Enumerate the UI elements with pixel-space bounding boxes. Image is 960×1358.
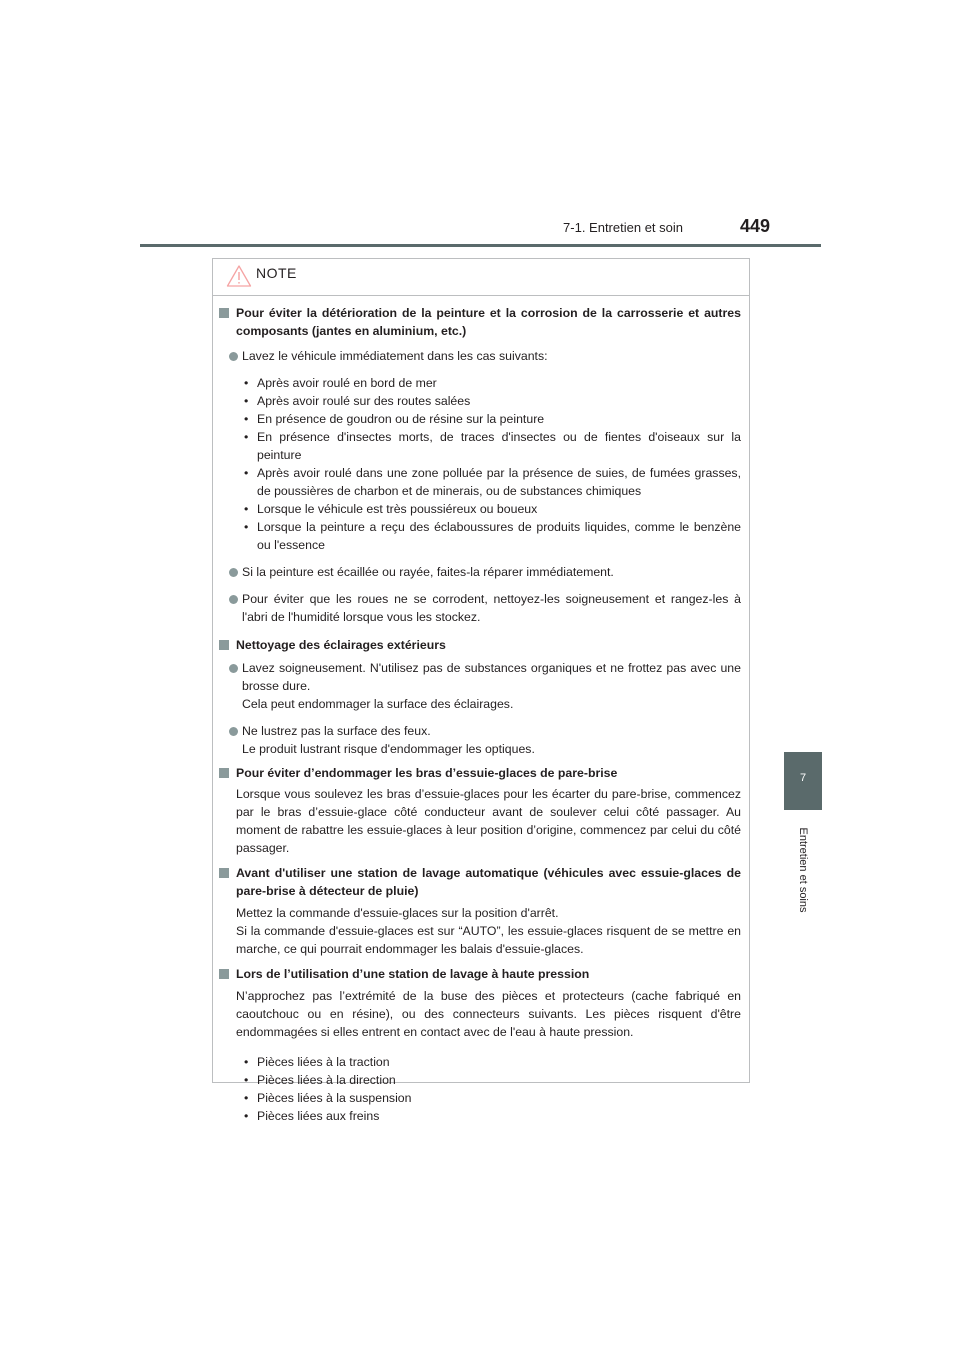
bullet-list: [242, 1053, 741, 1125]
list-item: Ne lustrez pas la surface des feux. Le produit lustrant risque d'endommager les optiques.: [219, 722, 741, 758]
header-rule: [140, 244, 821, 247]
bullet-item: • Pièces liées à la traction: [242, 1053, 741, 1071]
bullet-item: • Pièces liées à la suspension: [242, 1089, 741, 1107]
list-item: Pour éviter que les roues ne se corrodent, nettoyez-les soigneusement et rangez-les à l'abri de l'humidité lorsque vous les stockez.: [219, 590, 741, 626]
warning-triangle-icon: [226, 264, 252, 293]
section-heading: Pour éviter la détérioration de la peinture et la corrosion de la carrosserie et autres composants (jantes en aluminium, etc.): [219, 304, 741, 340]
bullet-item: • Pièces liées aux freins: [242, 1107, 741, 1125]
square-bullet-icon: [219, 868, 229, 878]
square-bullet-icon: [219, 969, 229, 979]
section-title: 7-1. Entretien et soin: [563, 220, 683, 235]
bullet-item: • Après avoir roulé dans une zone polluée par la présence de suies, de fumées grasses, de poussières de charbon et de minerais, ou de substances chimiques: [242, 464, 741, 500]
circle-bullet-icon: [229, 664, 238, 673]
section-heading: Nettoyage des éclairages extérieurs: [219, 636, 741, 654]
bullet-list: [242, 374, 741, 554]
bullet-item: • En présence d'insectes morts, de traces d'insectes ou de fientes d'oiseaux sur la peinture: [242, 428, 741, 464]
paragraph: N’approchez pas l’extrémité de la buse des pièces et protecteurs (cache fabriqué en caoutchouc ou en résine), ou des connecteurs suivants. Les pièces risquent d'être endommagées si elles entrent en contact avec de l'eau à haute pression.: [236, 989, 741, 1039]
list-item: Si la peinture est écaillée ou rayée, faites-la réparer immédiatement.: [219, 563, 741, 581]
paragraph: Mettez la commande d'essuie-glaces sur la position d'arrêt. Si la commande d'essuie-glaces est sur “AUTO”, les essuie-glaces risquent de se mettre en marche, ce qui pourrait endommager les balais d'essuie-glaces.: [236, 906, 741, 956]
square-bullet-icon: [219, 768, 229, 778]
section-heading: Pour éviter d’endommager les bras d’essuie-glaces de pare-brise: [219, 764, 741, 782]
list-item: Lavez le véhicule immédiatement dans les cas suivants:: [219, 347, 741, 365]
note-title: NOTE: [256, 265, 297, 281]
circle-bullet-icon: [229, 568, 238, 577]
section-heading: Avant d'utiliser une station de lavage automatique (véhicules avec essuie-glaces de pare-brise à détecteur de pluie): [219, 864, 741, 900]
bullet-item: • En présence de goudron ou de résine sur la peinture: [242, 410, 741, 428]
circle-bullet-icon: [229, 727, 238, 736]
section-heading: Lors de l’utilisation d’une station de lavage à haute pression: [219, 965, 741, 983]
bullet-item: • Lorsque la peinture a reçu des éclaboussures de produits liquides, comme le benzène ou l'essence: [242, 518, 741, 554]
chapter-tab[interactable]: [784, 752, 822, 810]
circle-bullet-icon: [229, 352, 238, 361]
note-header: [213, 259, 749, 296]
chapter-number: 7: [799, 772, 807, 784]
bullet-item: • Lorsque le véhicule est très poussiéreux ou boueux: [242, 500, 741, 518]
bullet-item: • Après avoir roulé en bord de mer: [242, 374, 741, 392]
list-item: Lavez soigneusement. N'utilisez pas de substances organiques et ne frottez pas avec une brosse dure. Cela peut endommager la surface des éclairages.: [219, 659, 741, 713]
note-box: [212, 258, 750, 1123]
bullet-item: • Pièces liées à la direction: [242, 1071, 741, 1089]
square-bullet-icon: [219, 308, 229, 318]
paragraph: Lorsque vous soulevez les bras d’essuie-glaces pour les écarter du pare-brise, commencez par le bras d’essuie-glace côté conducteur avant de soulever celui côté passager. Au moment de rabattre les essuie-glaces à leur position d’origine, commencez par celui du côté passager.: [236, 787, 741, 855]
bullet-item: • Après avoir roulé sur des routes salées: [242, 392, 741, 410]
page-number: 449: [740, 216, 771, 236]
circle-bullet-icon: [229, 595, 238, 604]
square-bullet-icon: [219, 640, 229, 650]
note-body: [213, 304, 749, 1125]
